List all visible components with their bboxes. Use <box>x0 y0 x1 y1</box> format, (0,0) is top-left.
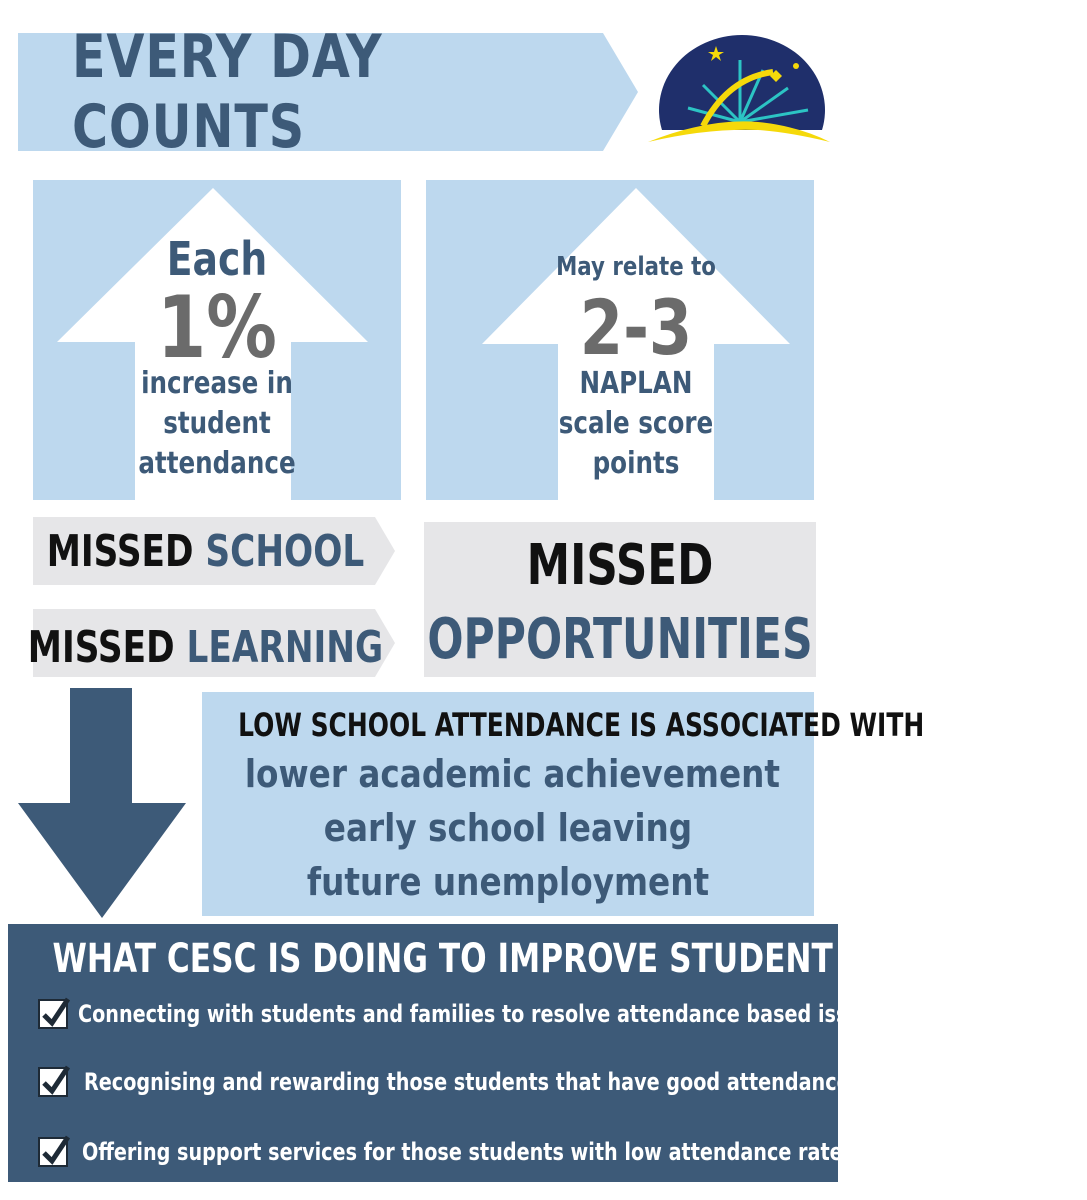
naplan-line1: May relate to <box>556 252 716 282</box>
checkbox-checked-icon <box>38 1137 68 1167</box>
down-arrow-icon <box>18 688 186 920</box>
attendance-percent-value: 1% <box>157 278 277 378</box>
action-item-text: Offering support services for those students with low attendance rates <box>82 1138 855 1166</box>
missed-learning-word2: LEARNING <box>186 621 384 673</box>
naplan-line3: scale score <box>558 406 714 441</box>
checkbox-checked-icon <box>38 999 68 1029</box>
actions-section <box>8 924 1077 1182</box>
missed-opps-word2: OPPORTUNITIES <box>427 606 813 672</box>
missed-school-word1: MISSED <box>46 525 194 577</box>
missed-school-label <box>46 517 365 585</box>
action-item <box>38 1132 1047 1172</box>
page-title: EVERY DAY COUNTS <box>72 22 383 162</box>
naplan-line4: points <box>592 446 680 481</box>
attendance-stat-panel <box>33 180 401 500</box>
missed-learning-label <box>27 609 384 685</box>
actions-heading: WHAT CESC IS DOING TO IMPROVE STUDENT ATTENDANCE <box>52 936 1077 982</box>
missed-opportunities-box <box>424 522 816 677</box>
attendance-line3: student <box>163 406 271 441</box>
attendance-line2: increase in <box>141 366 293 401</box>
action-item <box>38 994 1087 1034</box>
low-attendance-box <box>202 692 925 916</box>
naplan-line2: NAPLAN <box>579 366 693 401</box>
action-item <box>38 1062 1041 1102</box>
missed-learning-word1: MISSED <box>27 621 175 673</box>
naplan-points-value: 2-3 <box>579 283 693 372</box>
low-attendance-item: lower academic achievement <box>244 752 781 796</box>
naplan-stat-panel <box>426 180 814 500</box>
action-item-text: Connecting with students and families to resolve attendance based issues <box>78 1000 886 1028</box>
missed-school-word2: SCHOOL <box>205 525 365 577</box>
attendance-line4: attendance <box>138 446 296 481</box>
low-attendance-item: early school leaving <box>323 806 693 850</box>
low-attendance-item: future unemployment <box>306 860 710 904</box>
action-item-text: Recognising and rewarding those students that have good attendance <box>84 1068 850 1096</box>
low-attendance-heading: LOW SCHOOL ATTENDANCE IS ASSOCIATED WITH <box>238 706 925 744</box>
checkbox-checked-icon <box>38 1067 68 1097</box>
missed-opps-word1: MISSED <box>526 532 714 598</box>
shooting-star-logo-icon <box>648 30 838 150</box>
attendance-each-label: Each <box>166 232 268 286</box>
